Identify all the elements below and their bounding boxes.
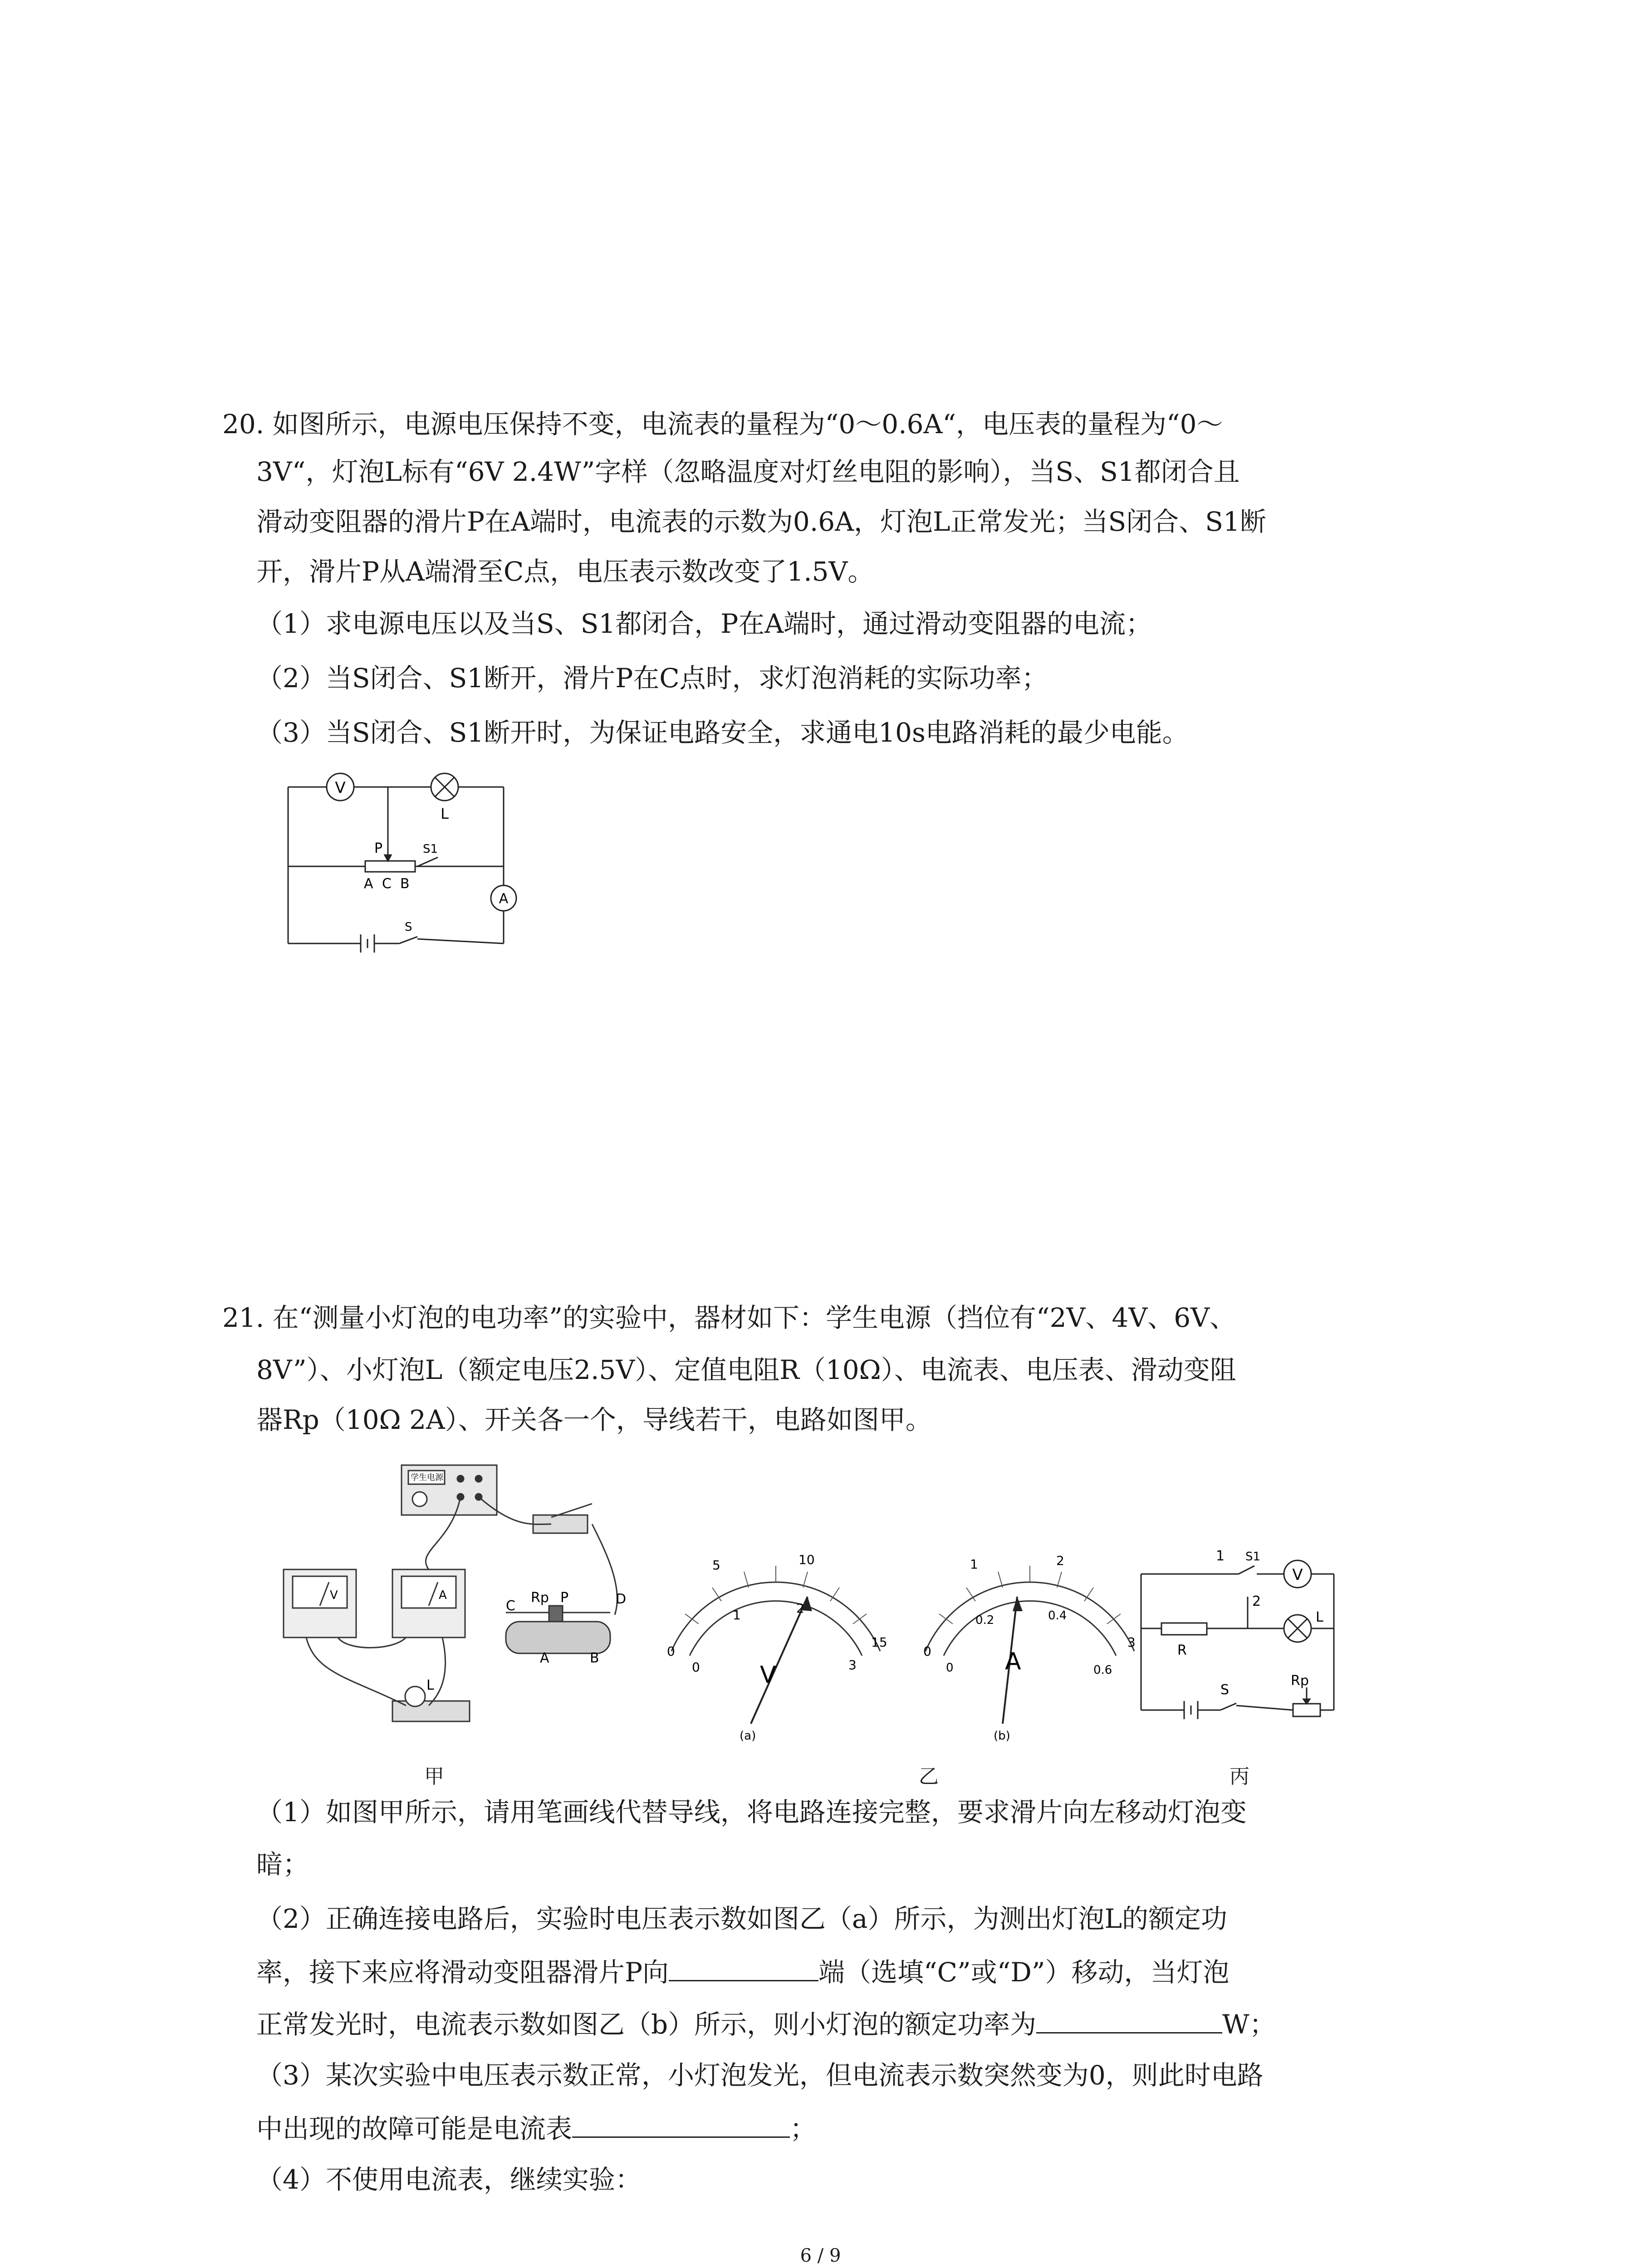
q20-label-c: C [382, 876, 392, 892]
a-tick-top-1: 1 [970, 1557, 978, 1572]
q21-figure-yi-b [912, 1533, 1148, 1742]
q20-label-b: B [400, 876, 410, 892]
q20-switch1-label: S1 [423, 842, 438, 856]
bing-lamp-label: L [1316, 1609, 1323, 1625]
caption-yi: 乙 [919, 1765, 939, 1788]
a-tick-bottom-0-2: 0.2 [975, 1613, 994, 1627]
q21-figure-jia [279, 1461, 651, 1742]
a-tick-bottom-0-6: 0.6 [1093, 1663, 1112, 1677]
q21-line-3: 器Rp（10Ω 2A）、开关各一个，导线若干，电路如图甲。 [256, 1404, 932, 1435]
answer-blank-direction[interactable] [669, 1953, 818, 1981]
q21-sub2-line-3 [256, 2005, 1276, 2043]
q20-voltmeter-label: V [335, 779, 346, 797]
v-tick-bottom-1: 1 [733, 1608, 741, 1623]
q21-sub2-text-d: W； [1222, 2009, 1276, 2040]
q20-label-a: A [364, 876, 373, 892]
q20-ammeter-label: A [499, 891, 509, 907]
q21-power-label: 学生电源 [411, 1473, 443, 1482]
q21-d-label: D [616, 1591, 627, 1607]
v-tick-top-5: 5 [712, 1558, 720, 1573]
q20-switch-label: S [405, 920, 412, 934]
q20-lamp-label: L [441, 805, 449, 822]
bing-rheostat-label: Rp [1291, 1673, 1309, 1689]
q21-sub2-text-b: 端（选填“C”或“D”）移动，当灯泡 [818, 1957, 1230, 1988]
q21-figure-yi-a [658, 1533, 894, 1742]
bing-label-s1: S1 [1245, 1550, 1261, 1564]
caption-a: (a) [740, 1729, 756, 1742]
q21-sub3-line-2 [256, 2109, 816, 2147]
v-tick-top-0: 0 [667, 1644, 675, 1659]
q21-p-label: P [560, 1590, 569, 1606]
v-meter-symbol: V [760, 1662, 776, 1689]
q20-sub-3: （3）当S闭合、S1断开时，为保证电路安全，求通电10s电路消耗的最少电能。 [256, 717, 1189, 748]
caption-jia: 甲 [424, 1765, 444, 1788]
q21-line-2: 8V”）、小灯泡L（额定电压2.5V）、定值电阻R（10Ω）、电流表、电压表、滑动变阻 [256, 1354, 1236, 1385]
q21-sub4-line: （4）不使用电流表，继续实验： [256, 2164, 642, 2195]
v-tick-bottom-2: 2 [796, 1601, 804, 1616]
q21-c-label: C [506, 1598, 515, 1614]
q20-line-4: 开，滑片P从A端滑至C点，电压表示数改变了1.5V。 [256, 556, 874, 587]
page-number: 6 / 9 [800, 2245, 841, 2266]
bing-label-2: 2 [1252, 1593, 1261, 1609]
caption-b: (b) [994, 1729, 1010, 1742]
q21-line-1: 21. 在“测量小灯泡的电功率”的实验中，器材如下：学生电源（挡位有“2V、4V、6V、 [222, 1302, 1236, 1333]
a-tick-bottom-0: 0 [946, 1661, 954, 1675]
a-meter-symbol: A [1005, 1648, 1021, 1675]
q21-sub2-line-2 [256, 1953, 1230, 1990]
q21-sub1-line-2: 暗； [256, 1849, 309, 1880]
q20-line-2: 3V“，灯泡L标有“6V 2.4W”字样（忽略温度对灯丝电阻的影响），当S、S1都闭合且 [256, 456, 1240, 487]
bing-switch-label: S [1220, 1682, 1230, 1698]
q20-line-1: 20. 如图所示，电源电压保持不变，电流表的量程为“0～0.6A“，电压表的量程为“0～ [222, 409, 1223, 440]
a-tick-bottom-0-4: 0.4 [1048, 1609, 1067, 1623]
bing-voltmeter-label: V [1292, 1566, 1303, 1584]
q21-voltmeter-face-label: V [330, 1589, 338, 1602]
q21-a-label: A [540, 1650, 549, 1666]
caption-bing: 丙 [1230, 1765, 1249, 1788]
q21-b-label: B [590, 1650, 599, 1666]
q21-sub3-text-a: 中出现的故障可能是电流表 [256, 2113, 573, 2144]
a-tick-top-0: 0 [923, 1644, 931, 1659]
q21-rp-label: Rp [531, 1590, 549, 1606]
a-tick-top-3: 3 [1127, 1635, 1136, 1650]
q21-lamp-label: L [426, 1677, 434, 1693]
v-tick-bottom-3: 3 [848, 1657, 857, 1672]
q20-circuit-diagram [281, 767, 535, 962]
q20-sub-2: （2）当S闭合、S1断开，滑片P在C点时，求灯泡消耗的实际功率； [256, 663, 1048, 694]
q20-line-3: 滑动变阻器的滑片P在A端时，电流表的示数为0.6A，灯泡L正常发光；当S闭合、S1断 [256, 506, 1266, 537]
answer-blank-fault[interactable] [572, 2109, 790, 2138]
q20-slider-label: P [374, 841, 383, 856]
v-tick-bottom-0: 0 [692, 1660, 700, 1675]
q21-sub3-text-b: ； [790, 2113, 817, 2144]
q21-sub2-text-a: 率，接下来应将滑动变阻器滑片P向 [256, 1957, 669, 1988]
q21-sub1-line-1: （1）如图甲所示，请用笔画线代替导线，将电路连接完整，要求滑片向左移动灯泡变 [256, 1797, 1247, 1828]
answer-blank-power[interactable] [1036, 2005, 1222, 2033]
a-tick-top-2: 2 [1056, 1553, 1064, 1568]
v-tick-top-15: 15 [871, 1635, 887, 1650]
q21-sub3-line-1: （3）某次实验中电压表示数正常，小灯泡发光，但电流表示数突然变为0，则此时电路 [256, 2060, 1264, 2091]
q21-figure-bing [1134, 1538, 1352, 1728]
v-tick-top-10: 10 [798, 1552, 815, 1567]
bing-label-1: 1 [1216, 1548, 1225, 1564]
q21-ammeter-face-label: A [439, 1589, 447, 1602]
q20-sub-1: （1）求电源电压以及当S、S1都闭合，P在A端时，通过滑动变阻器的电流； [256, 608, 1152, 639]
q21-sub2-text-c: 正常发光时，电流表示数如图乙（b）所示，则小灯泡的额定功率为 [256, 2009, 1037, 2040]
q21-sub2-line-1: （2）正确连接电路后，实验时电压表示数如图乙（a）所示，为测出灯泡L的额定功 [256, 1903, 1227, 1934]
bing-resistor-label: R [1177, 1642, 1187, 1658]
